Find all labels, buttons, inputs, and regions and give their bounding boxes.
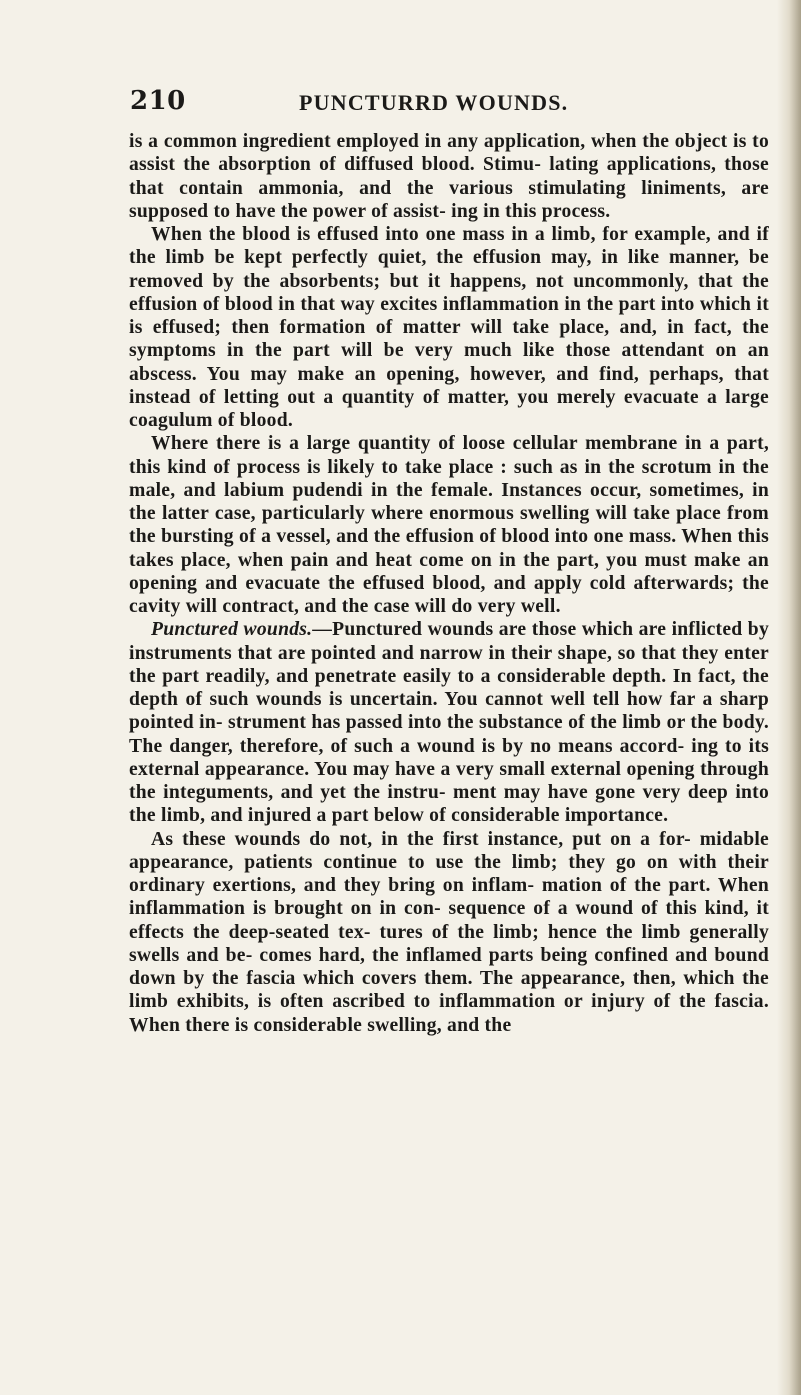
page-edge-shadow [777, 0, 801, 1395]
paragraph [129, 618, 769, 827]
paragraph-text: —Punctured wounds are those which are inflicted by instruments that are pointed and narrow in their shape, so that they enter the part readily, and penetrate easily to a considerable depth. In fact, the depth of such wounds is uncertain. You cannot well tell how far a sharp pointed in- strument has passed into the substance of the limb or the body. The danger, therefore, of such a wound is by no means accord- ing to its external appearance. You may have a very small external opening through the integuments, and yet the instru- ment may have gone very deep into the limb, and injured a part below of considerable importance. [129, 619, 769, 827]
paragraph-text: Where there is a large quantity of loose cellular membrane in a part, this kind of process is likely to take place : such as in the scrotum in the male, and labium pudendi in the female. Instances occur, sometimes, in the latter case, particularly where enormous swelling will take place from the bursting of a vessel, and the effusion of blood into one mass. When this takes place, when pain and heat come on in the part, you must make an opening and evacuate the effused blood, and apply cold afterwards; the cavity will contract, and the case will do very well. [129, 433, 769, 617]
paragraph [129, 130, 769, 223]
running-head: PUNCTURRD WOUNDS. [299, 90, 569, 115]
paragraph-text: As these wounds do not, in the first instance, put on a for- midable appearance, patients continue to use the limb; they go on with their ordinary exertions, and they bring on inflam- mation of the part. When inflammation is brought on in con- sequence of a wound of this kind, it effects the deep-seated tex- tures of the limb; hence the limb generally swells and be- comes hard, the inflamed parts being confined and bound down by the fascia which covers them. The appearance, then, which the limb exhibits, is often ascribed to inflammation or injury of the fascia. When there is considerable swelling, and the [129, 828, 769, 1036]
paragraph [129, 432, 769, 618]
section-label: Punctured wounds. [151, 619, 313, 641]
paragraph-text: is a common ingredient employed in any application, when the object is to assist the absorption of diffused blood. Stimu- lating applications, those that contain ammonia, and the various stimulating liniments, are supposed to have the power of assist- ing in this process. [129, 131, 769, 222]
paragraph [129, 223, 769, 432]
body-text [129, 130, 769, 1037]
page-header [130, 86, 640, 126]
paragraph-text: When the blood is effused into one mass in a limb, for example, and if the limb be kept perfectly quiet, the effusion may, in like manner, be removed by the absorbents; but it happens, not uncommonly, that the effusion of blood in that way excites inflammation in the part into which it is effused; then formation of matter will take place, and, in fact, the symptoms in the part will be very much like those attendant on an abscess. You may make an opening, however, and find, perhaps, that instead of letting out a quantity of matter, you merely evacuate a large coagulum of blood. [129, 224, 769, 431]
paragraph [129, 828, 769, 1037]
page-number: 210 [130, 86, 186, 116]
